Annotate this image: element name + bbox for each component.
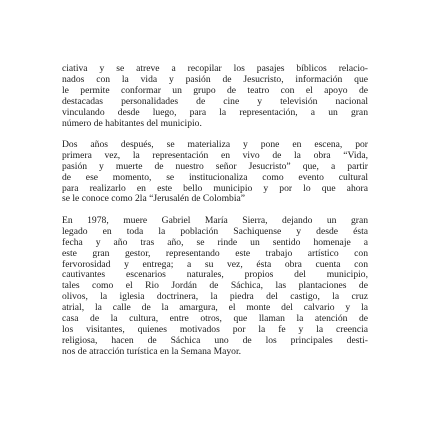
text-line: le permite conformar un grupo de teatro con el apoyo de [62, 84, 368, 96]
text-line: este gran gestor, representando este trabajo artístico con [62, 247, 368, 259]
text-line: número de habitantes del municipio. [62, 117, 202, 129]
text-line: En 1978, muere Gabriel María Sierra, dejando un gran [62, 214, 368, 226]
text-line: pasión y muerte de nuestro señor Jesucristo” que, a partir [62, 160, 368, 172]
text-line: casa de la cultura, entre otros, que llaman la atención de [62, 313, 368, 325]
text-line: tales como el Rio Jordán de Sáchica, las plantaciones de [62, 280, 368, 292]
text-line: primera vez, la representación en vivo de la obra “Vida, [62, 149, 368, 161]
text-line: nados con la vida y pasión de Jesucristo, información que [62, 73, 368, 85]
paragraph-representation [62, 140, 368, 205]
text-line: para realizarlo en este bello municipio y por lo que ahora [62, 182, 368, 194]
text-line: se le conoce como 2la “Jerusalén de Colombia” [62, 193, 246, 205]
text-line: ciativa y se atreve a recopilar los pasajes bíblicos relacio- [62, 63, 368, 74]
text-line: los visitantes, quienes motivados por la fe y la creencia [62, 323, 368, 335]
paragraph-legacy [62, 216, 368, 358]
text-line: fervorosidad y entrega; a su vez, ésta obra cuenta con [62, 258, 368, 270]
text-line: destacadas personalidades de cine y televisión nacional [62, 95, 368, 107]
text-line: vinculando desde luego, para la representación, a un gran [62, 106, 368, 118]
text-line: fecha y año tras año, se rinde un sentido homenaje a [62, 236, 368, 248]
text-line: religiosa, hacen de Sáchica uno de los principales desti- [62, 334, 368, 346]
document-page [62, 64, 368, 358]
paragraph-intro [62, 64, 368, 129]
text-line: legado en toda la población Sachiquense y desde ésta [62, 225, 368, 237]
text-line: cautivantes escenarios naturales, propios del municipio, [62, 269, 368, 281]
text-line: de ese momento, se institucionaliza como evento cultural [62, 171, 368, 183]
text-line: atrial, la calle de la amargura, el monte del calvario y la [62, 302, 368, 314]
text-line: nos de atracción turística en la Semana Mayor. [62, 345, 242, 357]
text-line: Dos años después, se materializa y pone en escena, por [62, 138, 368, 150]
text-line: olivos, la iglesia doctrinera, la piedra del castigo, la cruz [62, 291, 368, 303]
